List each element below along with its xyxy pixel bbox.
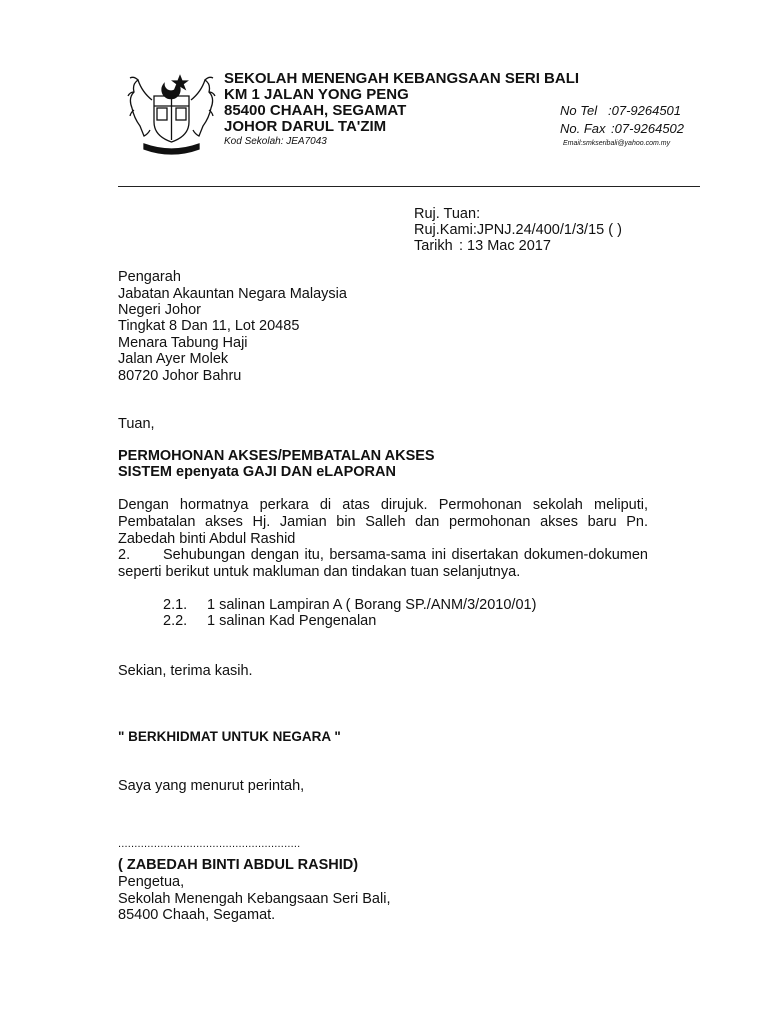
tarikh-value: : 13 Mac 2017 (459, 238, 551, 254)
ruj-tuan: Ruj. Tuan: (414, 206, 481, 222)
signatory-place: 85400 Chaah, Segamat. (118, 907, 276, 923)
tarikh-label: Tarikh (414, 238, 453, 254)
fax-label: No. Fax (560, 121, 606, 136)
signatory-org: Sekolah Menengah Kebangsaan Seri Bali, (118, 891, 391, 907)
header-divider (118, 186, 700, 187)
recipient-line: Menara Tabung Haji (118, 335, 248, 351)
tarikh-row (414, 238, 551, 255)
signatory-name: ( ZABEDAH BINTI ABDUL RASHID) (118, 857, 359, 873)
tel-row (560, 103, 681, 118)
signoff-intro: Saya yang menurut perintah, (118, 778, 305, 794)
address-line-1: KM 1 JALAN YONG PENG (224, 86, 409, 103)
subject-line-2: SISTEM epenyata GAJI DAN eLAPORAN (118, 464, 396, 480)
ruj-kami: Ruj.Kami:JPNJ.24/400/1/3/15 ( ) (414, 222, 622, 238)
recipient-line: Tingkat 8 Dan 11, Lot 20485 (118, 318, 300, 334)
salutation: Tuan, (118, 416, 155, 432)
email-address: Email:smkseribali@yahoo.com.my (563, 140, 671, 147)
list-item-number: 2.1. (163, 597, 188, 613)
recipient-line: 80720 Johor Bahru (118, 368, 242, 384)
recipient-line: Jabatan Akauntan Negara Malaysia (118, 286, 347, 302)
closing-line: Sekian, terima kasih. (118, 663, 253, 679)
subject-line-1: PERMOHONAN AKSES/PEMBATALAN AKSES (118, 448, 435, 464)
signatory-title: Pengetua, (118, 874, 185, 890)
para2-number: 2. (118, 547, 131, 563)
address-line-2: 85400 CHAAH, SEGAMAT (224, 102, 407, 119)
malaysia-coat-of-arms-icon (124, 70, 219, 158)
list-item-text: 1 salinan Kad Pengenalan (207, 613, 377, 629)
tel-label: No Tel (560, 103, 598, 118)
list-item-text: 1 salinan Lampiran A ( Borang SP./ANM/3/2010/01) (207, 597, 537, 613)
address-line-3: JOHOR DARUL TA'ZIM (224, 118, 387, 135)
list-item (163, 613, 376, 630)
recipient-line: Negeri Johor (118, 302, 202, 318)
signature-dots: ........................................................ (118, 838, 301, 850)
para2-text: Sehubungan dengan itu, bersama-sama ini disertakan dokumen-dokumen seperti berikut untuk makluman dan tindakan tuan selanjutnya. (118, 547, 648, 580)
list-item (163, 597, 536, 614)
motto: " BERKHIDMAT UNTUK NEGARA " (118, 729, 341, 744)
body-paragraph-1: Dengan hormatnya perkara di atas dirujuk. Permohonan sekolah meliputi, Pembatalan akses Hj. Jamian bin Salleh dan permohonan akses baru Pn. Zabedah binti Abdul Rashid (118, 497, 648, 547)
fax-row (560, 121, 684, 136)
school-name: SEKOLAH MENENGAH KEBANGSAAN SERI BALI (224, 70, 580, 87)
tel-value: :07-9264501 (608, 103, 682, 118)
body-paragraph-2 (118, 547, 648, 581)
school-code: Kod Sekolah: JEA7043 (224, 136, 327, 147)
list-item-number: 2.2. (163, 613, 188, 629)
recipient-line: Jalan Ayer Molek (118, 351, 229, 367)
fax-value: :07-9264502 (611, 121, 685, 136)
recipient-line: Pengarah (118, 269, 181, 285)
